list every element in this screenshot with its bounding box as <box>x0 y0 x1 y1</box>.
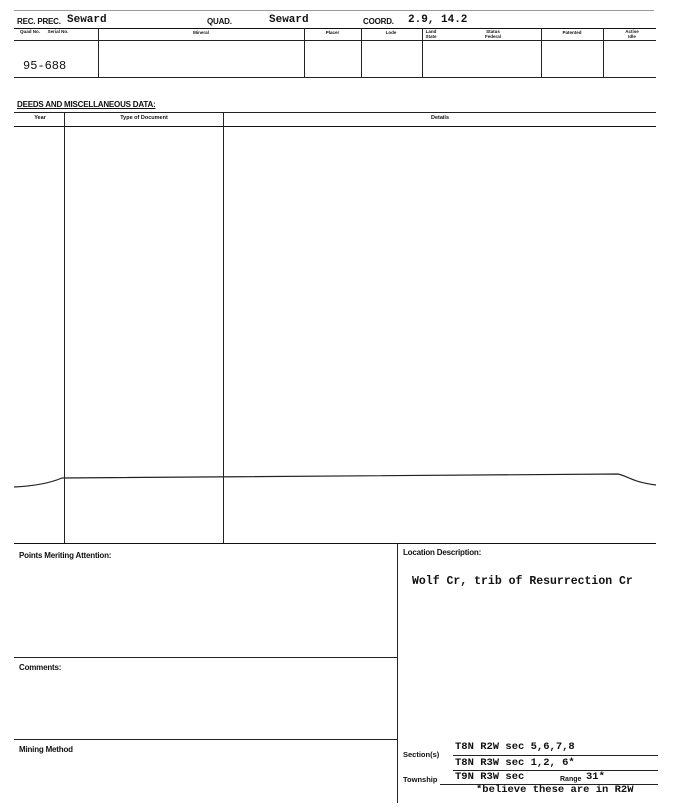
record-bottom-rule <box>14 77 656 78</box>
quad-serial-value: 95-688 <box>23 59 67 73</box>
header-rule <box>14 28 656 29</box>
col-type-of-document: Type of Document <box>120 115 168 121</box>
col-lode: Lode <box>385 30 397 35</box>
location-label: Location Description: <box>403 548 482 557</box>
deeds-title: DEEDS AND MISCELLANEOUS DATA: <box>17 100 156 109</box>
mining-method-label: Mining Method <box>19 745 73 754</box>
top-rule <box>14 10 654 11</box>
section-line-1: T8N R2W sec 5,6,7,8 <box>455 741 575 753</box>
col-active-idle: Active Idle <box>625 29 639 39</box>
location-value: Wolf Cr, trib of Resurrection Cr <box>412 575 633 588</box>
col-mineral: Mineral <box>193 30 209 35</box>
section-line-2: T8N R3W sec 1,2, 6* <box>455 757 575 769</box>
range-label: Range <box>560 776 582 783</box>
coord-label: COORD. <box>363 17 394 26</box>
col-divider <box>361 28 362 78</box>
col-divider <box>98 28 99 78</box>
range-value: 31* <box>586 771 605 783</box>
coord-value: 2.9, 14.2 <box>408 14 468 26</box>
col-year: Year <box>34 115 46 121</box>
deeds-top-rule <box>14 112 656 113</box>
col-status-federal: Status Federal <box>484 29 501 39</box>
comments-label: Comments: <box>19 663 62 672</box>
col-patented: Patented <box>562 30 582 35</box>
section-line-1-rule <box>453 755 658 756</box>
col-details: Details <box>430 115 450 121</box>
col-placer: Placer <box>325 30 340 35</box>
section-note: *believe these are in R2W <box>476 784 634 796</box>
crease-line <box>0 468 678 492</box>
section-line-3: T9N R3W sec <box>455 771 525 783</box>
col-serial-no: Serial No. <box>47 29 69 34</box>
rec-prec-label: REC. PREC. <box>17 17 61 26</box>
col-divider <box>422 28 423 78</box>
quad-label: QUAD. <box>207 17 232 26</box>
bottom-divider <box>397 543 398 803</box>
quad-value: Seward <box>269 14 309 26</box>
column-header-rule <box>14 40 656 41</box>
deeds-bottom-rule <box>14 543 656 544</box>
col-divider <box>603 28 604 78</box>
col-divider <box>541 28 542 78</box>
comments-bottom-rule <box>14 739 397 740</box>
col-quad-no: Quad No. <box>20 29 40 34</box>
points-label: Points Meriting Attention: <box>19 551 112 560</box>
section-label: Section(s) <box>403 750 440 759</box>
township-label: Township <box>403 775 438 784</box>
rec-prec-value: Seward <box>67 14 107 26</box>
col-divider <box>304 28 305 78</box>
col-land-state: Land State <box>425 29 437 39</box>
points-bottom-rule <box>14 657 397 658</box>
deeds-header-rule <box>14 126 656 127</box>
